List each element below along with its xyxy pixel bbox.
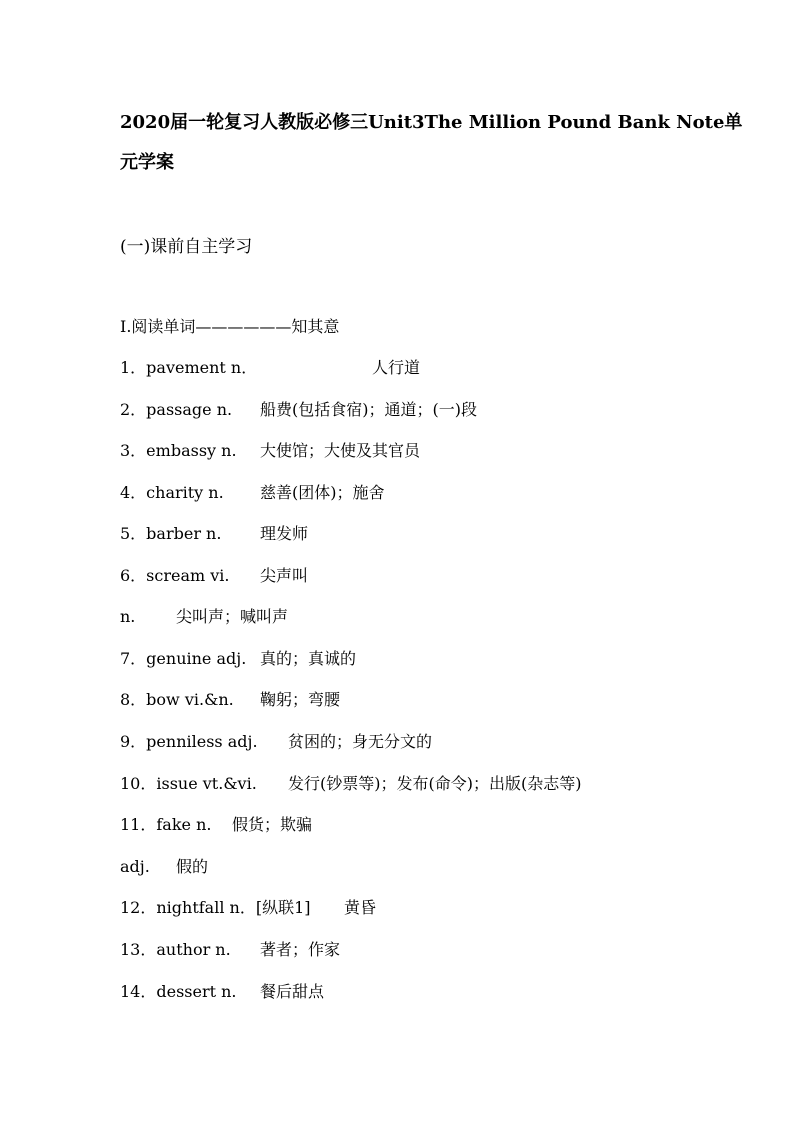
- vocab-meaning: 假的: [176, 857, 209, 876]
- vocab-meaning: 假货；欺骗: [232, 815, 313, 834]
- vocab-term: 7．genuine adj.: [120, 649, 247, 668]
- vocab-meaning: 理发师: [260, 524, 309, 543]
- vocab-term: 2．passage n.: [120, 400, 233, 419]
- vocab-term: 4．charity n.: [120, 483, 224, 502]
- vocab-meaning: 餐后甜点: [260, 982, 325, 1001]
- vocab-term: 1．pavement n．: [120, 358, 258, 377]
- vocab-meaning: 尖声叫: [260, 566, 309, 585]
- vocab-term: 13．author n.: [120, 940, 231, 959]
- vocab-meaning: 慈善(团体)；施舍: [260, 483, 385, 502]
- vocab-term: 12．nightfall n．[纵联1]: [120, 898, 311, 917]
- vocab-term: 5．barber n.: [120, 524, 222, 543]
- vocab-term: 11．fake n.: [120, 815, 212, 834]
- document-title-line-2: 元学案: [120, 152, 174, 173]
- vocab-term: 6．scream vi.: [120, 566, 230, 585]
- vocab-meaning: 人行道: [372, 358, 421, 377]
- vocab-term: n.: [120, 607, 136, 626]
- vocab-term: adj.: [120, 857, 150, 876]
- vocab-meaning: 大使馆；大使及其官员: [260, 441, 421, 460]
- document-title-line-1: 2020届一轮复习人教版必修三Unit3The Million Pound Bank Note单: [120, 112, 743, 133]
- vocab-meaning: 著者；作家: [260, 940, 341, 959]
- vocab-meaning: 发行(钞票等)；发布(命令)；出版(杂志等): [288, 774, 582, 793]
- vocab-meaning: 船费(包括食宿)；通道；(一)段: [260, 400, 477, 419]
- vocab-term: 14．dessert n.: [120, 982, 237, 1001]
- vocab-meaning: 鞠躬；弯腰: [260, 690, 341, 709]
- vocab-term: 8．bow vi.&n.: [120, 690, 234, 709]
- vocab-meaning: 真的；真诚的: [260, 649, 357, 668]
- vocab-meaning: 贫困的；身无分文的: [288, 732, 433, 751]
- vocab-term: 9．penniless adj.: [120, 732, 258, 751]
- section-heading: (一)课前自主学习: [120, 237, 253, 257]
- vocab-meaning: 尖叫声；喊叫声: [176, 607, 289, 626]
- vocabulary-subheading: Ⅰ.阅读单词——————知其意: [120, 317, 340, 336]
- vocab-meaning: 黄昏: [344, 898, 377, 917]
- vocab-term: 3．embassy n.: [120, 441, 237, 460]
- vocab-term: 10．issue vt.&vi.: [120, 774, 257, 793]
